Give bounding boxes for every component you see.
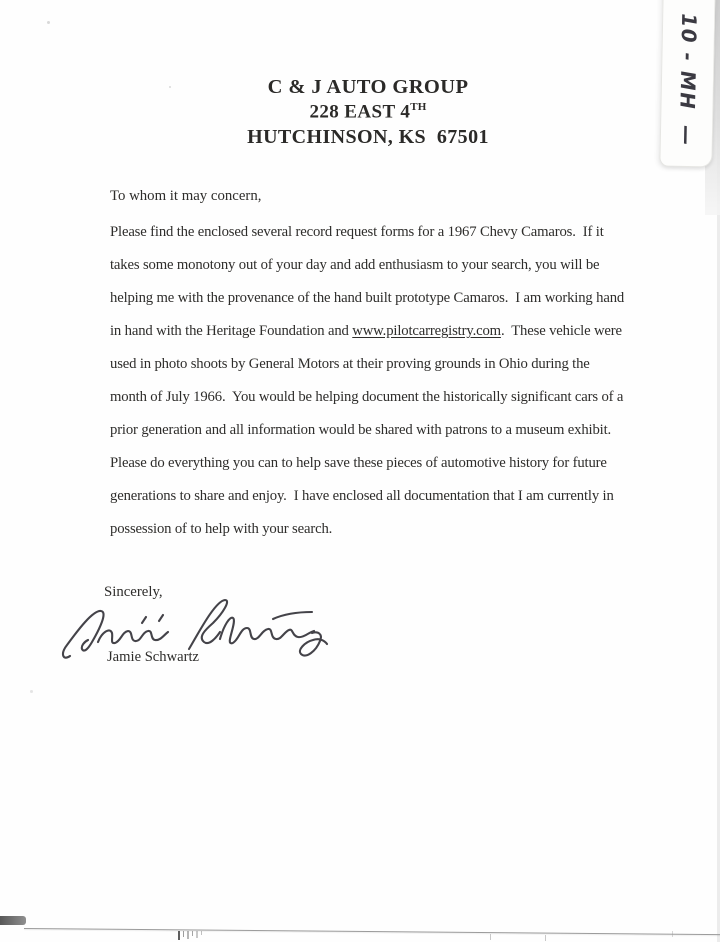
scan-tick-mark [490,934,491,940]
scan-tick-mark [672,931,673,937]
scan-tick-mark [545,935,546,941]
body-line: takes some monotony out of your day and add enthusiasm to your search, you will be [110,257,600,273]
body-line: prior generation and all information would be shared with patrons to a museum exhibit. [110,422,612,438]
typed-signature-name: Jamie Schwartz [107,649,199,665]
street-ordinal-suffix: TH [410,101,427,113]
body-line: Please find the enclosed several record request forms for a 1967 Chevy Camaros. If it [110,224,604,240]
street-address-text: 228 EAST 4 [309,101,411,123]
scan-dust-speck [169,86,171,88]
scan-bottom-edge-line [24,928,720,935]
url-text: www.pilotcarregistry.com [352,323,501,339]
body-line: generations to share and enjoy. I have enclosed all documentation that I am currently in [110,488,614,504]
closing: Sincerely, [104,584,163,600]
salutation: To whom it may concern, [110,188,262,204]
body-line [110,315,624,348]
signature-strokes [60,588,338,666]
company-name: C & J AUTO GROUP [267,76,469,98]
letter-body [110,216,624,546]
body-line-text: . These vehicle were [500,323,622,339]
handwritten-signature [60,588,338,666]
city-state-zip: HUTCHINSON, KS 67501 [247,126,489,148]
tab-handwritten-label: 10 - MH [674,11,701,113]
body-line: used in photo shoots by General Motors at their proving grounds in Ohio during the [110,356,590,372]
body-line-text: in hand with the Heritage Foundation and [110,323,353,339]
scan-corner-artifact [0,916,26,925]
street-address [16,101,720,123]
body-line: Please do everything you can to help save these pieces of automotive history for future [110,455,607,471]
body-line: helping me with the provenance of the hand built prototype Camaros. I am working hand [110,290,625,306]
body-line: possession of to help with your search. [110,521,333,537]
scan-smudge-marks [178,931,202,940]
tab-tick-mark: — [674,123,699,149]
scan-dust-speck [30,690,33,693]
scan-dust-speck [47,21,50,24]
body-line: month of July 1966. You would be helping document the historically significant cars of a [110,389,624,405]
